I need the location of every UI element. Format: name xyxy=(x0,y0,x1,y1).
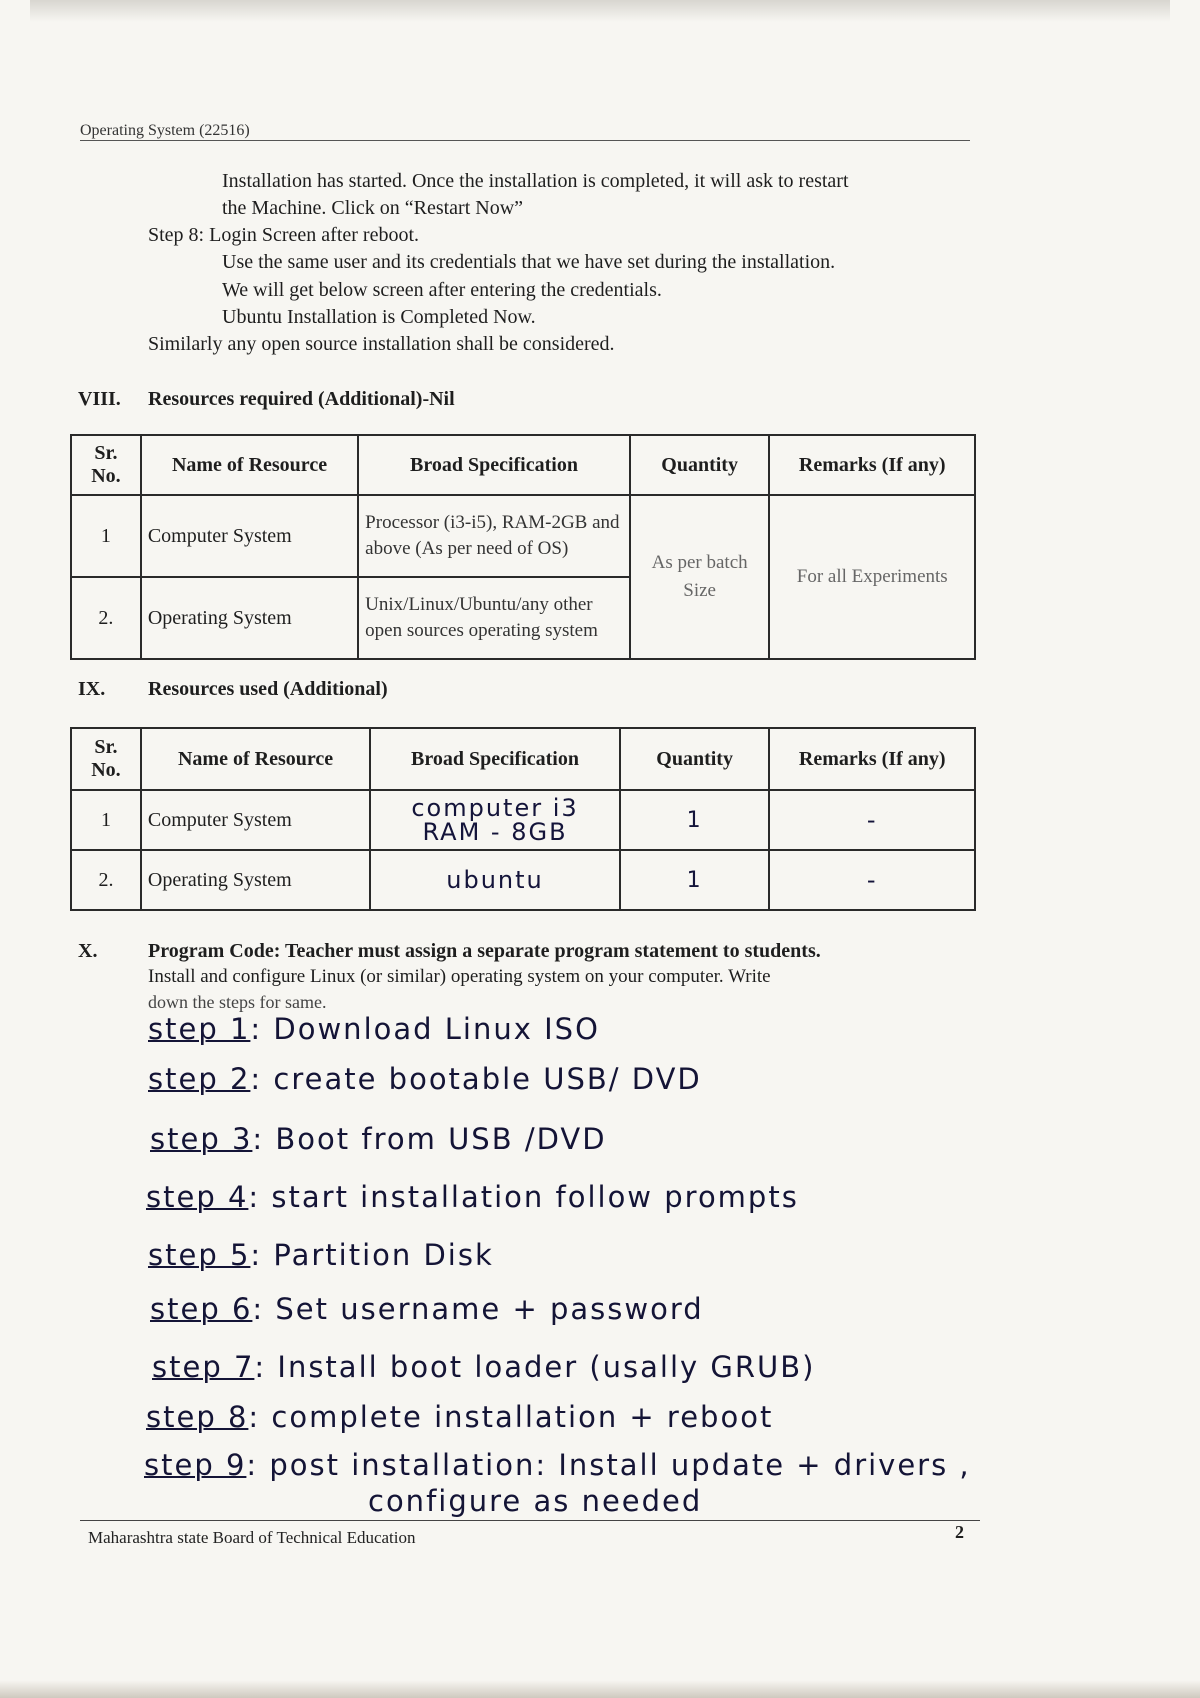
running-header: Operating System (22516) xyxy=(80,122,250,139)
step-text: : Download Linux ISO xyxy=(250,1012,600,1046)
header-rule xyxy=(80,140,970,141)
spec-line: computer i3 xyxy=(411,794,579,822)
step-text: : complete installation + reboot xyxy=(248,1400,774,1434)
scan-top-edge xyxy=(30,0,1170,22)
handwritten-step xyxy=(150,1122,607,1156)
resource-name-cell: Operating System xyxy=(141,577,358,659)
step-text: : post installation: Install update + drivers , xyxy=(246,1448,971,1482)
spec-line: RAM - 8GB xyxy=(422,818,568,846)
table-row xyxy=(71,495,975,577)
section-title: Resources used (Additional) xyxy=(148,678,388,700)
handwritten-step xyxy=(148,1012,600,1046)
step-text: : Set username + password xyxy=(252,1292,704,1326)
section-number: VIII. xyxy=(78,388,121,410)
step-label: step 1 xyxy=(148,1012,251,1046)
section-viii-heading xyxy=(78,388,455,411)
column-header: Remarks (If any) xyxy=(769,435,975,495)
column-header: Quantity xyxy=(630,435,770,495)
step-label: step 5 xyxy=(148,1238,251,1272)
step-label: step 4 xyxy=(146,1180,249,1214)
scan-bottom-edge xyxy=(0,1680,1200,1698)
spec-cell: ubuntu xyxy=(370,850,620,910)
sr-cell: 1 xyxy=(71,790,141,850)
step-text: : create bootable USB/ DVD xyxy=(250,1062,702,1096)
handwritten-step xyxy=(150,1292,704,1326)
sr-cell: 1 xyxy=(71,495,141,577)
quantity-cell: As per batch Size xyxy=(630,495,770,659)
section-ix-heading xyxy=(78,678,388,701)
footer-institution: Maharashtra state Board of Technical Education xyxy=(88,1528,416,1547)
column-header: Broad Specification xyxy=(358,435,630,495)
column-header: Sr. No. xyxy=(71,435,141,495)
column-header: Quantity xyxy=(620,728,770,790)
step-label: step 8 xyxy=(146,1400,249,1434)
step-label: step 9 xyxy=(144,1448,247,1482)
step-label: step 7 xyxy=(152,1350,255,1384)
column-header: Sr. No. xyxy=(71,728,141,790)
step-label: step 6 xyxy=(150,1292,253,1326)
section-number: X. xyxy=(78,940,98,962)
sr-cell: 2. xyxy=(71,850,141,910)
intro-line: the Machine. Click on “Restart Now” xyxy=(222,197,524,219)
step-text: : start installation follow prompts xyxy=(248,1180,799,1214)
column-header: Remarks (If any) xyxy=(769,728,975,790)
section-title: Program Code: Teacher must assign a separate program statement to students. xyxy=(148,940,821,962)
step-text: : Partition Disk xyxy=(250,1238,494,1272)
section-number: IX. xyxy=(78,678,106,700)
section-title: Resources required (Additional)-Nil xyxy=(148,388,455,410)
spec-cell: Processor (i3-i5), RAM-2GB and above (As per need of OS) xyxy=(358,495,630,577)
intro-line: Similarly any open source installation shall be considered. xyxy=(148,333,615,355)
step-label: step 2 xyxy=(148,1062,251,1096)
spec-cell: Unix/Linux/Ubuntu/any other open sources operating system xyxy=(358,577,630,659)
footer-rule xyxy=(80,1520,980,1521)
handwritten-step xyxy=(144,1448,971,1482)
handwritten-step xyxy=(146,1400,773,1434)
section-x-body: down the steps for same. xyxy=(148,992,327,1012)
quantity-cell: 1 xyxy=(620,850,770,910)
handwritten-step-continuation: configure as needed xyxy=(368,1484,703,1518)
step-text: : Boot from USB /DVD xyxy=(252,1122,607,1156)
resources-used-table xyxy=(70,727,976,911)
spec-cell xyxy=(370,790,620,850)
section-x-heading xyxy=(78,940,821,963)
table-row xyxy=(71,850,975,910)
step-text: : Install boot loader (usally GRUB) xyxy=(254,1350,816,1384)
resource-name-cell: Operating System xyxy=(141,850,370,910)
remarks-cell: - xyxy=(769,850,975,910)
column-header: Name of Resource xyxy=(141,435,358,495)
remarks-cell: For all Experiments xyxy=(769,495,975,659)
handwritten-step xyxy=(152,1350,815,1384)
section-x-body: Install and configure Linux (or similar) operating system on your computer. Write xyxy=(148,966,771,987)
intro-line: Step 8: Login Screen after reboot. xyxy=(148,224,420,246)
intro-line: Installation has started. Once the installation is completed, it will ask to restart xyxy=(222,170,849,192)
column-header: Name of Resource xyxy=(141,728,370,790)
quantity-cell: 1 xyxy=(620,790,770,850)
resource-name-cell: Computer System xyxy=(141,790,370,850)
table-row xyxy=(71,790,975,850)
resources-required-table xyxy=(70,434,976,660)
column-header: Broad Specification xyxy=(370,728,620,790)
intro-line: Ubuntu Installation is Completed Now. xyxy=(222,306,536,328)
handwritten-step xyxy=(146,1180,799,1214)
sr-cell: 2. xyxy=(71,577,141,659)
remarks-cell: - xyxy=(769,790,975,850)
intro-line: We will get below screen after entering the credentials. xyxy=(222,279,662,301)
step-label: step 3 xyxy=(150,1122,253,1156)
intro-line: Use the same user and its credentials that we have set during the installation. xyxy=(222,251,836,273)
handwritten-step xyxy=(148,1238,494,1272)
resource-name-cell: Computer System xyxy=(141,495,358,577)
handwritten-step xyxy=(148,1062,702,1096)
page-number: 2 xyxy=(955,1522,964,1542)
